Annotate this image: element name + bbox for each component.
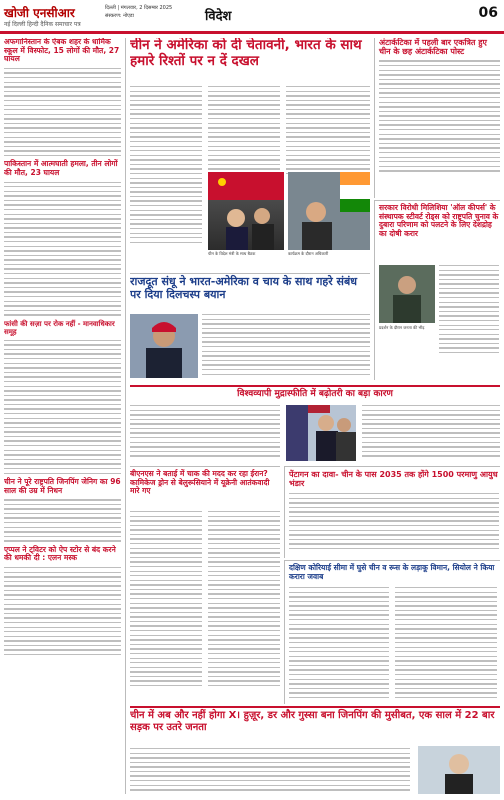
main-text-3 [286, 86, 370, 178]
newspaper-logo: खोजी एनसीआर [4, 6, 75, 20]
left-text-2 [4, 182, 121, 316]
leaders-image-icon [286, 405, 356, 461]
protest-image-icon [379, 265, 435, 323]
right-headline-2: सरकार विरोधी मिलिशिया 'ऑल कीपर्स' के संस्थापक स्टीवर्ट रोड्स को राष्ट्रपति चुनाव के दुबारा परिणाम को पलटने के लिए देशद्रोह का दोषी करार [379, 203, 499, 238]
right-column-mid [374, 200, 500, 380]
photo2-caption: कार्यक्रम के दौरान अधिकारी [288, 251, 329, 256]
page-number: 06 [478, 5, 498, 21]
bottom-text [130, 748, 410, 794]
inflation-story [130, 403, 500, 463]
left-column [4, 38, 126, 794]
logo-subtitle: नई दिल्ली हिन्दी दैनिक समाचार पत्र [4, 21, 81, 28]
left-headline-3: फांसी की सज़ा पर रोक नहीं - मानवाधिकार समूह [4, 319, 115, 336]
korea-text-1 [289, 587, 389, 701]
left-text-4 [4, 499, 121, 542]
pentagon-story [284, 466, 500, 558]
main-story [130, 38, 370, 270]
left-headline-2: पाकिस्तान में आत्मघाती हमला, तीन लोगों की मौत, 23 घायल [4, 159, 118, 177]
left-headline-1: अफगानिस्तान के ऐबक शहर के धार्मिक स्कूल में विस्फोट, 15 लोगों की मौत, 27 घायल [4, 38, 120, 64]
korea-story [284, 560, 500, 704]
pentagon-text [289, 493, 499, 553]
jinping-image-icon [418, 746, 500, 794]
bottom-story [130, 706, 500, 796]
left-text-5 [4, 567, 121, 655]
photo1-caption: चीन के विदेश मंत्री के साथ बैठक [208, 251, 256, 256]
bottom-headline: चीन में अब और नहीं होगा X। हुज़ूर, डर और गुस्सा बना जिनपिंग की मुसीबत, एक साल में 22 बार सड़क पर उतरे जनता [130, 710, 495, 733]
photo-jinping [418, 746, 500, 794]
inflation-text-1 [130, 405, 280, 460]
korea-headline: दक्षिण कोरियाई सीमा में घुसे चीन व रूस के लड़ाकू विमान, सियोल ने किया करारा जवाब [289, 563, 495, 581]
photo-china-meeting [208, 172, 284, 250]
photo-officials [288, 172, 370, 250]
right-column-top [374, 38, 500, 198]
photo-protest [379, 265, 435, 323]
left-text-3 [4, 340, 121, 474]
main-text-2 [208, 86, 280, 178]
edition-line: संस्करण: नोएडा [105, 13, 134, 19]
masthead [0, 0, 504, 34]
right-text-2 [439, 265, 499, 357]
pentagon-headline: पेंटागन का दावा- चीन के पास 2035 तक होंगे 1500 परमाणु आयुध भंडार [289, 470, 498, 489]
iran-text-2 [208, 511, 280, 690]
sandhu-text [202, 314, 370, 378]
right-text-1 [379, 60, 500, 171]
left-headline-5: एप्पल ने ट्विटर को ऐप स्टोर से बंद करने की धमकी दी : एलन मस्क [4, 544, 116, 563]
right-headline-1: अंटार्कटिका में पहली बार एकत्रित हुए चीन के छह अंटार्कटिका पोस्ट [379, 38, 487, 57]
inflation-banner [130, 385, 500, 401]
main-text-1 [130, 86, 202, 246]
sandhu-headline: राजदूत संधू ने भारत-अमेरिका व चाय के साथ गहरे संबंध पर दिया दिलचस्प बयान [130, 275, 358, 301]
section-title: विदेश [205, 9, 232, 24]
right-photo-caption: प्रदर्शन के दौरान जनता की भीड़ [379, 325, 425, 330]
flag-image-icon [208, 172, 284, 250]
main-headline: चीन ने अमेरिका को दी चेतावनी, भारत के साथ हमारे रिश्तों पर न दें दखल [130, 38, 362, 69]
korea-text-2 [395, 587, 497, 701]
photo-sandhu [130, 314, 198, 378]
inflation-headline: विश्वव्यापी मुद्रास्फीति में बढ़ोतरी का बड़ा कारण [237, 389, 393, 399]
iran-story [130, 466, 280, 704]
iran-headline: बीएनएस ने बताई में चाक की मदद कर रहा ईरान? कामिकेज ड्रोन से बेलुरूसियाने में यूक्रेनी आतंकवादी मारे गए [130, 469, 270, 496]
left-headline-4: चीन ने पूरे राष्ट्रपति जिनपिंग जेनिग का 96 साल की उम्र में निधन [4, 476, 121, 495]
sandhu-image-icon [130, 314, 198, 378]
sandhu-story [130, 273, 370, 383]
officials-image-icon [288, 172, 370, 250]
left-text-1 [4, 68, 121, 156]
photo-leaders [286, 405, 356, 461]
date-line: दिल्ली | मंगलवार, 2 दिसम्बर 2025 [105, 5, 173, 11]
iran-text-1 [130, 511, 202, 690]
inflation-text-2 [362, 405, 500, 460]
